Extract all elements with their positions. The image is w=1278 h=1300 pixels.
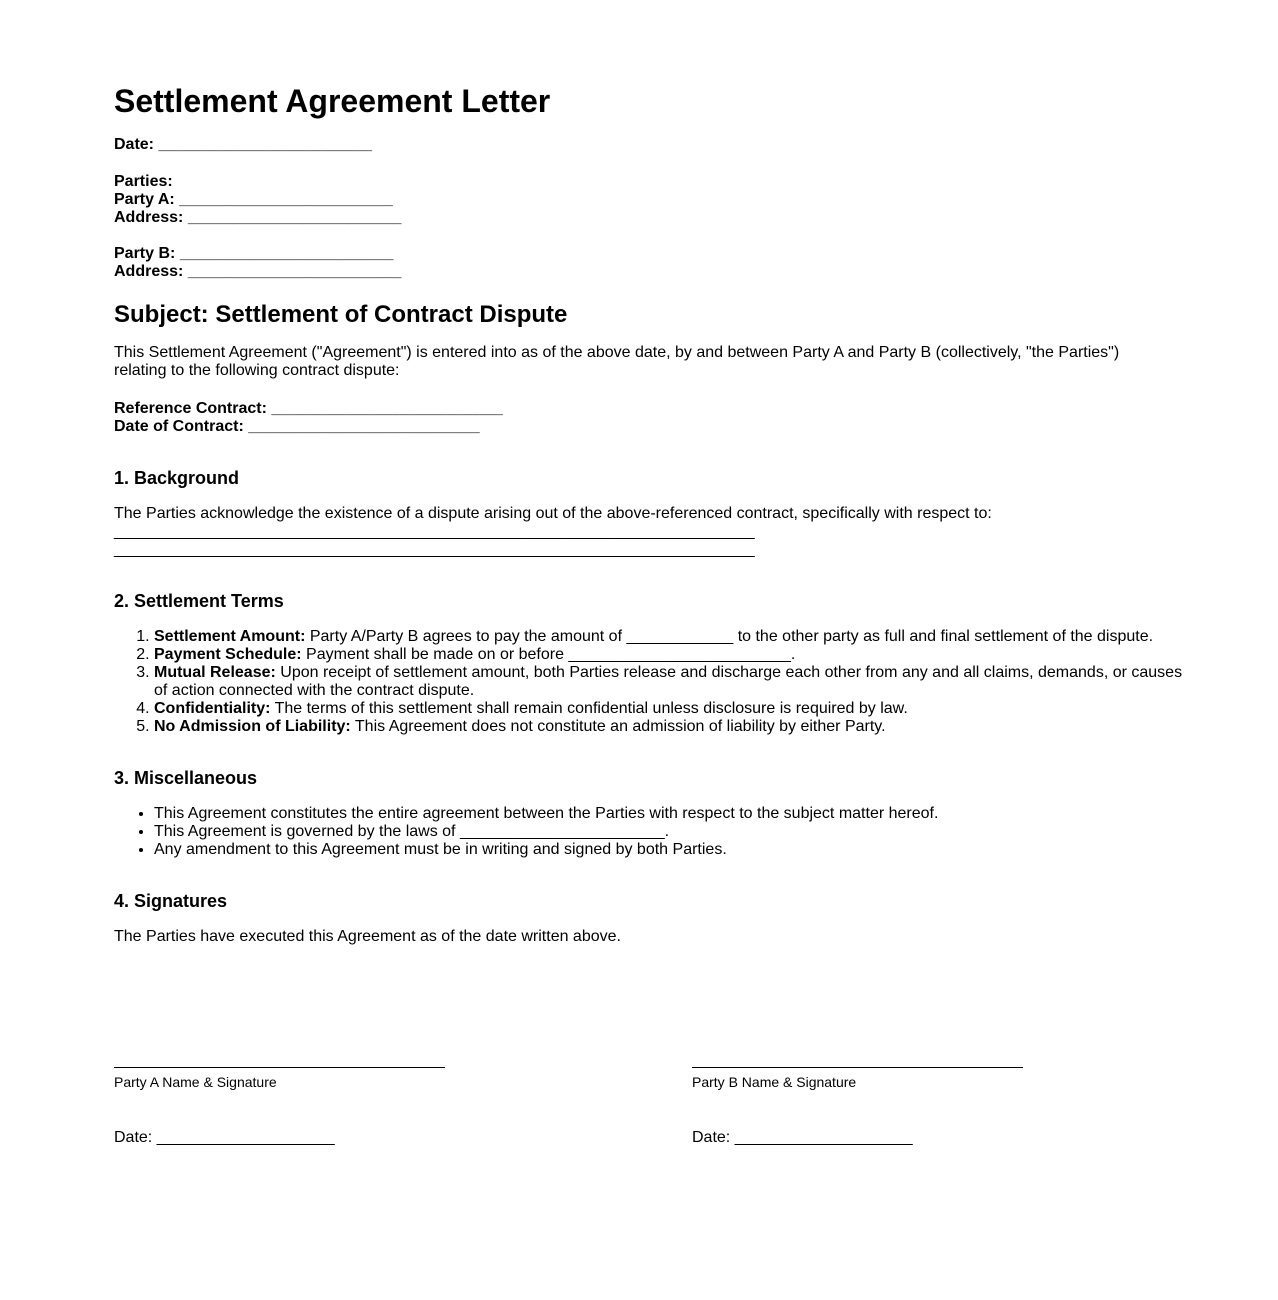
signatures-text: The Parties have executed this Agreement as of the date written above. bbox=[114, 928, 621, 945]
party-b-address-field bbox=[114, 263, 401, 281]
date-of-contract-label: Date of Contract: bbox=[114, 418, 244, 435]
date-blank[interactable]: ________________________ bbox=[158, 136, 373, 153]
miscellaneous-list bbox=[114, 805, 1194, 859]
parties-label: Parties: bbox=[114, 173, 173, 190]
term-label: Settlement Amount: bbox=[154, 628, 306, 645]
party-a-address-blank[interactable]: ________________________ bbox=[187, 209, 402, 226]
settlement-amount-blank[interactable]: ____________ bbox=[626, 628, 734, 645]
subject-heading: Subject: Settlement of Contract Dispute bbox=[114, 301, 568, 328]
party-a-field bbox=[114, 191, 401, 209]
document-title: Settlement Agreement Letter bbox=[114, 83, 551, 119]
background-text: The Parties acknowledge the existence of a dispute arising out of the above-referenced contract, specifically with respect to: bbox=[114, 505, 992, 522]
party-a-blank[interactable]: ________________________ bbox=[179, 191, 393, 208]
term-text: Payment shall be made on or before bbox=[301, 646, 569, 663]
date-field bbox=[114, 136, 372, 154]
term-text: This Agreement does not constitute an admission of liability by either Party. bbox=[350, 718, 886, 735]
parties-block bbox=[114, 173, 401, 227]
party-a-date-field bbox=[114, 1129, 335, 1147]
miscellaneous-heading: 3. Miscellaneous bbox=[114, 768, 258, 788]
term-label: Payment Schedule: bbox=[154, 646, 302, 663]
party-a-signature-line[interactable] bbox=[114, 1067, 445, 1068]
settlement-terms-list bbox=[114, 628, 1194, 736]
party-b-field bbox=[114, 245, 401, 263]
party-b-date-field bbox=[692, 1129, 913, 1147]
party-a-label: Party A: bbox=[114, 191, 175, 208]
term-no-admission bbox=[154, 718, 1194, 736]
settlement-terms-heading: 2. Settlement Terms bbox=[114, 591, 284, 611]
term-mutual-release bbox=[154, 664, 1194, 700]
term-text: Upon receipt of settlement amount, both Parties release and discharge each other from any and all claims, demands, or causes of action connected with the contract dispute. bbox=[154, 664, 1183, 699]
term-text: to the other party as full and final settlement of the dispute. bbox=[733, 628, 1154, 645]
term-payment-schedule bbox=[154, 646, 1194, 664]
party-a-date-label: Date: bbox=[114, 1129, 153, 1146]
party-a-date-blank[interactable]: ____________________ bbox=[156, 1129, 335, 1146]
term-text: The terms of this settlement shall remain confidential unless disclosure is required by law. bbox=[270, 700, 908, 717]
term-label: No Admission of Liability: bbox=[154, 718, 351, 735]
term-label: Confidentiality: bbox=[154, 700, 271, 717]
intro-paragraph: This Settlement Agreement ("Agreement") is entered into as of the above date, by and between Party A and Party B (collectively, "the Parties") relating to the following contract dispute: bbox=[114, 344, 1120, 379]
term-text: . bbox=[790, 646, 796, 663]
party-b-address-blank[interactable]: ________________________ bbox=[187, 263, 402, 280]
party-b-signature-line[interactable] bbox=[692, 1067, 1023, 1068]
party-a-address-label: Address: bbox=[114, 209, 184, 226]
party-a-address-field bbox=[114, 209, 401, 227]
background-blank-line-1[interactable]: ________________________________________________________________________ bbox=[114, 523, 755, 540]
term-settlement-amount bbox=[154, 628, 1194, 646]
party-b-date-blank[interactable]: ____________________ bbox=[734, 1129, 913, 1146]
misc-text: . bbox=[664, 823, 670, 840]
misc-text: This Agreement is governed by the laws of bbox=[154, 823, 460, 840]
signatures-heading: 4. Signatures bbox=[114, 891, 228, 911]
contract-reference-block bbox=[114, 400, 503, 436]
payment-date-blank[interactable]: _________________________ bbox=[568, 646, 791, 663]
party-b-date-label: Date: bbox=[692, 1129, 731, 1146]
governing-law-blank[interactable]: _______________________ bbox=[459, 823, 665, 840]
party-b-signature-label: Party B Name & Signature bbox=[692, 1074, 857, 1090]
party-b-block bbox=[114, 245, 401, 281]
party-b-address-label: Address: bbox=[114, 263, 184, 280]
misc-item-amendment: • Any amendment to this Agreement must be in writing and signed by both Parties. bbox=[154, 841, 1194, 859]
term-label: Mutual Release: bbox=[154, 664, 276, 681]
background-blank-line-2[interactable]: ________________________________________________________________________ bbox=[114, 541, 755, 558]
party-a-signature-label: Party A Name & Signature bbox=[114, 1074, 277, 1090]
misc-item-governing-law bbox=[154, 823, 1194, 841]
reference-contract-label: Reference Contract: bbox=[114, 400, 267, 417]
misc-item-entire-agreement: • This Agreement constitutes the entire agreement between the Parties with respect to the subject matter hereof. bbox=[154, 805, 1194, 823]
party-b-label: Party B: bbox=[114, 245, 176, 262]
reference-contract-blank[interactable]: __________________________ bbox=[271, 400, 503, 417]
term-confidentiality bbox=[154, 700, 1194, 718]
background-block bbox=[114, 505, 992, 559]
reference-contract-field bbox=[114, 400, 503, 418]
date-of-contract-blank[interactable]: __________________________ bbox=[248, 418, 480, 435]
party-b-blank[interactable]: ________________________ bbox=[179, 245, 394, 262]
term-text: Party A/Party B agrees to pay the amount of bbox=[305, 628, 627, 645]
date-of-contract-field bbox=[114, 418, 503, 436]
background-heading: 1. Background bbox=[114, 468, 240, 488]
date-label: Date: bbox=[114, 136, 155, 153]
